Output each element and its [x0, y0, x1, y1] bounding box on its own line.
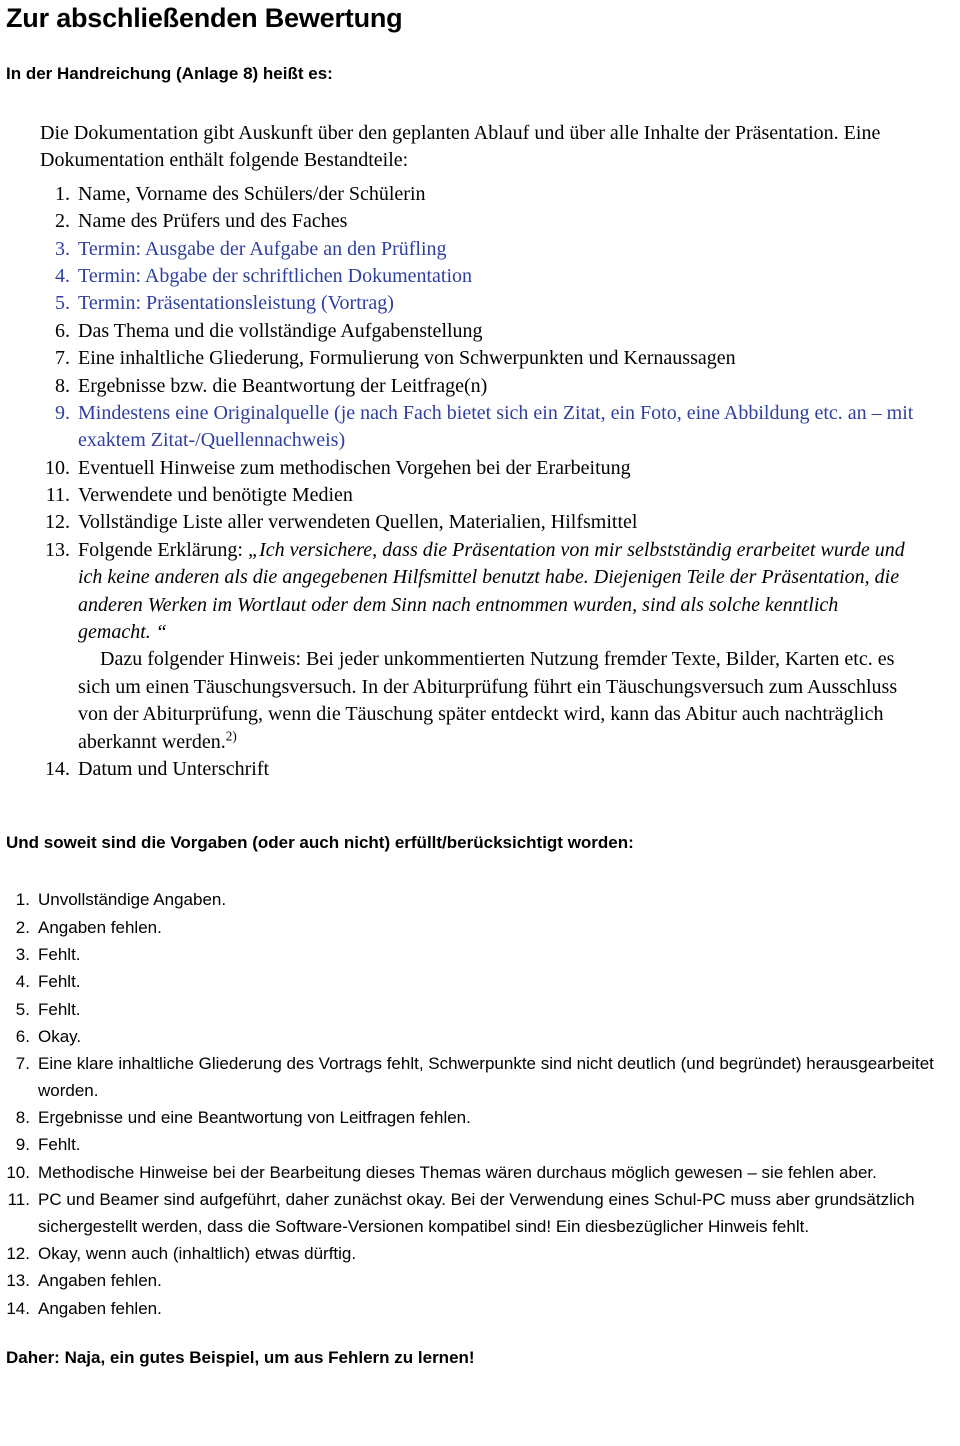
declaration-hinweis: Dazu folgender Hinweis: Bei jeder unkommentierten Nutzung fremder Texte, Bilder, Karten etc. es sich um einen Täuschungsversuch. In der Abiturprüfung führt ein Täuschungsversuch zum Ausschluss von der Abiturprüfung, wenn die Täuschung später entdeckt wird, kann das Abitur auch nachträglich aberkannt werden. — [78, 648, 898, 753]
handreichung-block — [40, 120, 914, 783]
handreichung-list — [40, 181, 914, 784]
list-item: Verwendete und benötigte Medien — [78, 484, 353, 507]
list-item: Eine inhaltliche Gliederung, Formulierung von Schwerpunkten und Kernaussagen — [78, 347, 736, 370]
handreichung-intro: Die Dokumentation gibt Auskunft über den geplanten Ablauf und über alle Inhalte der Präsentation. Eine Dokumentation enthält folgende Bestandteile: — [40, 122, 881, 172]
list-item-termin: Termin: Abgabe der schriftlichen Dokumentation — [78, 264, 473, 287]
list-item: Angaben fehlen. — [38, 1298, 162, 1318]
list-item: Okay, wenn auch (inhaltlich) etwas dürftig. — [38, 1243, 357, 1263]
conclusion-text: Daher: Naja, ein gutes Beispiel, um aus Fehlern zu lernen! — [6, 1347, 475, 1367]
list-item: Methodische Hinweise bei der Bearbeitung dieses Themas wären durchaus möglich gewesen – sie fehlen aber. — [38, 1162, 877, 1182]
list-item: Name des Prüfers und des Faches — [78, 210, 348, 233]
page-title: Zur abschließenden Bewertung — [6, 3, 403, 33]
list-item: Angaben fehlen. — [38, 917, 162, 937]
list-item: Datum und Unterschrift — [78, 757, 270, 780]
list-item-declaration — [40, 537, 914, 756]
footnote-marker: 2) — [225, 727, 237, 743]
list-item: Fehlt. — [38, 945, 81, 965]
list-item-termin: Termin: Ausgabe der Aufgabe an den Prüfling — [78, 237, 447, 260]
list-item: Unvollständige Angaben. — [38, 890, 227, 910]
list-item: Vollständige Liste aller verwendeten Quellen, Materialien, Hilfsmittel — [78, 511, 638, 534]
list-item: Angaben fehlen. — [38, 1271, 162, 1291]
list-item: Fehlt. — [38, 1135, 81, 1155]
list-item: Eventuell Hinweise zum methodischen Vorgehen bei der Erarbeitung — [78, 456, 631, 479]
bewertung-list — [6, 887, 950, 1322]
section-subtitle: In der Handreichung (Anlage 8) heißt es: — [6, 64, 333, 83]
declaration-hinweis-block — [78, 646, 914, 756]
declaration-quote: „Ich versichere, dass die Präsentation von mir selbstständig erarbeitet wurde und ich keine anderen als die angegebenen Hilfsmittel benutzt habe. Diejenigen Teile der Präsentation, die anderen Werken im Wortlaut oder dem Sinn nach entnommen wurden, sind als solche kenntlich gemacht. “ — [78, 538, 905, 644]
list-item: Eine klare inhaltliche Gliederung des Vortrags fehlt, Schwerpunkte sind nicht deutlich (und begründet) herausgearbeitet worden. — [38, 1054, 934, 1100]
list-item: Ergebnisse bzw. die Beantwortung der Leitfrage(n) — [78, 374, 488, 397]
declaration-prefix: Folgende Erklärung: — [78, 538, 248, 561]
list-item: Fehlt. — [38, 972, 81, 992]
list-item: Ergebnisse und eine Beantwortung von Leitfragen fehlen. — [38, 1108, 471, 1128]
list-item: Okay. — [38, 1027, 82, 1047]
list-item: Fehlt. — [38, 999, 81, 1019]
list-item-quelle: Mindestens eine Originalquelle (je nach Fach bietet sich ein Zitat, ein Foto, eine Abbildung etc. an – mit exaktem Zitat-/Quellennachweis) — [78, 401, 914, 452]
bewertung-heading: Und soweit sind die Vorgaben (oder auch nicht) erfüllt/berücksichtigt worden: — [6, 833, 634, 853]
list-item: Name, Vorname des Schülers/der Schülerin — [78, 182, 426, 205]
list-item: Das Thema und die vollständige Aufgabenstellung — [78, 319, 483, 342]
list-item: PC und Beamer sind aufgeführt, daher zunächst okay. Bei der Verwendung eines Schul-PC muss aber grundsätzlich sichergestellt werden, dass die Software-Versionen kompatibel sind! Ein diesbezüglicher Hinweis fehlt. — [38, 1190, 915, 1236]
list-item-termin: Termin: Präsentationsleistung (Vortrag) — [78, 292, 394, 315]
